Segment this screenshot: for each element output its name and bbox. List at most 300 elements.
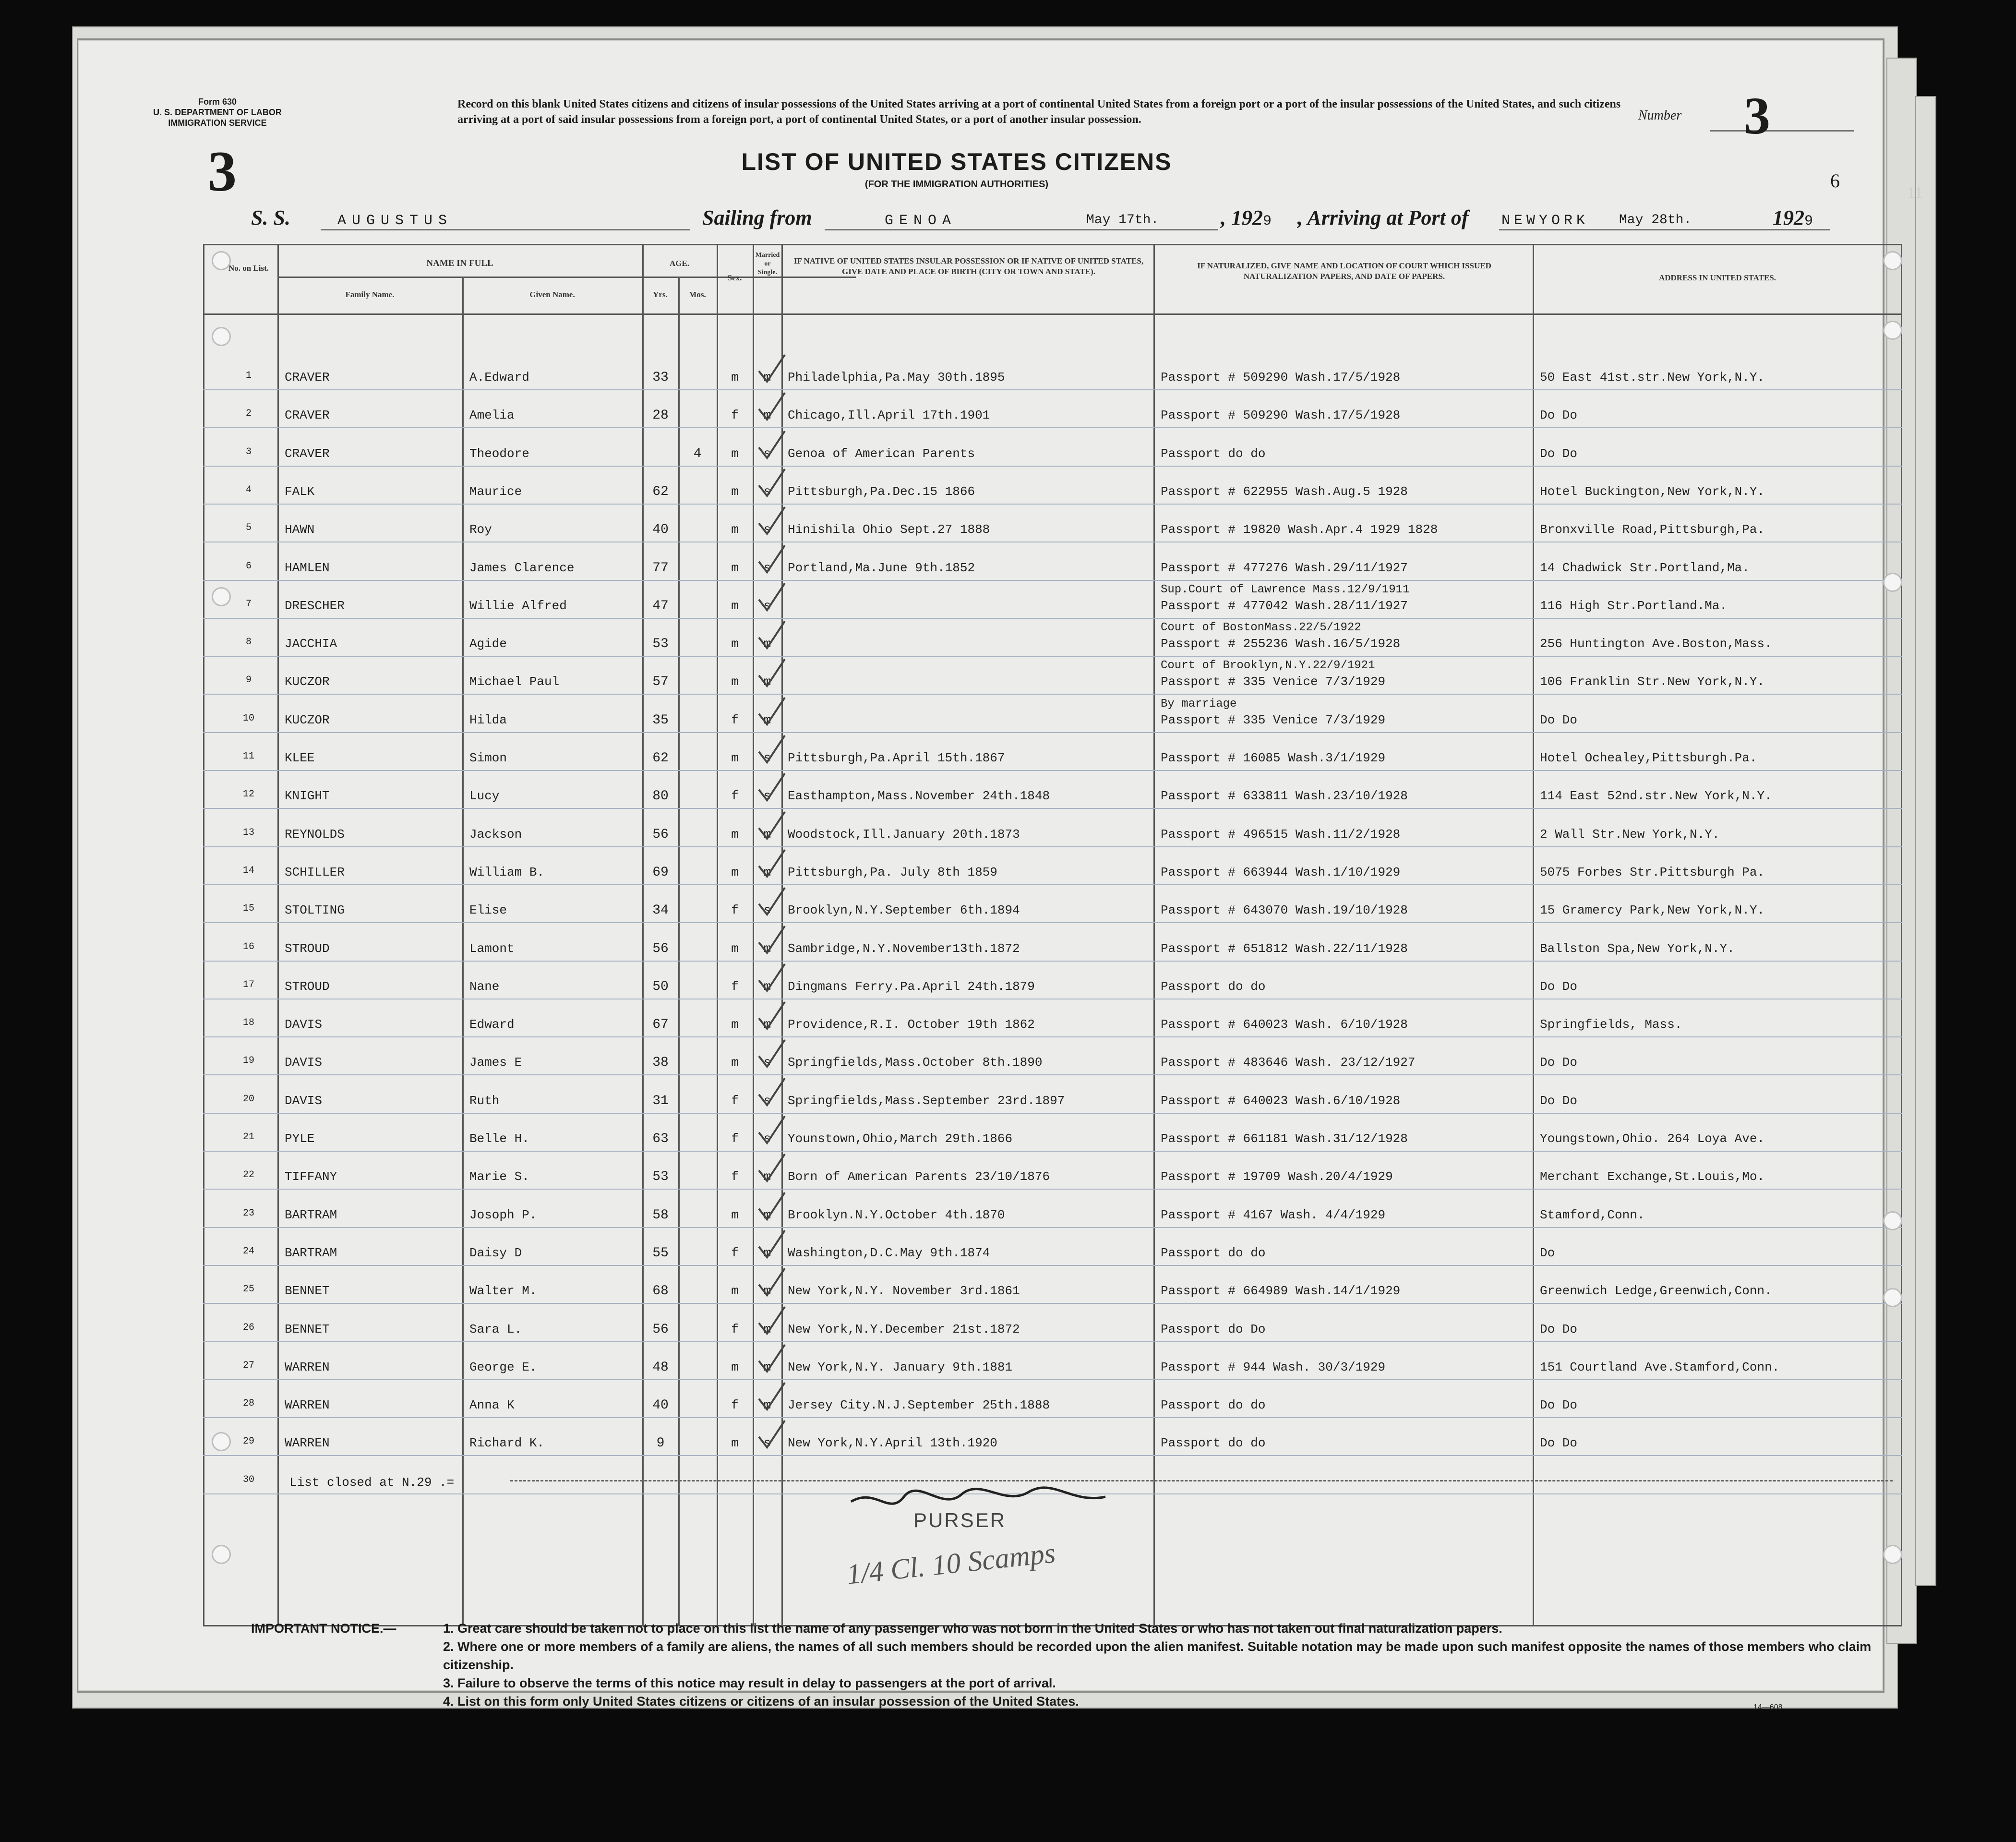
us-address: 114 East 52nd.str.New York,N.Y. — [1540, 789, 1772, 804]
naturalization-passport: Passport # 640023 Wash. 6/10/1928 — [1161, 1017, 1408, 1032]
marital-status: s — [763, 446, 771, 461]
naturalization-passport: Passport # 944 Wash. 30/3/1929 — [1161, 1360, 1386, 1374]
ring-mark — [212, 1545, 231, 1564]
us-address: Do Do — [1540, 1093, 1578, 1108]
family-name: KLEE — [285, 751, 315, 765]
birth-place-date: Genoa of American Parents — [788, 446, 975, 461]
notice-heading: IMPORTANT NOTICE.— — [251, 1621, 396, 1636]
service-name: IMMIGRATION SERVICE — [168, 118, 267, 128]
us-address: Greenwich Ledge,Greenwich,Conn. — [1540, 1284, 1772, 1299]
column-header-age: AGE. — [669, 259, 690, 268]
ss-label: S. S. — [251, 206, 290, 229]
age-years: 53 — [652, 1169, 669, 1185]
age-years: 68 — [652, 1284, 669, 1299]
sex: m — [731, 446, 739, 461]
row-number: 17 — [242, 979, 254, 990]
birth-place-date: Born of American Parents 23/10/1876 — [788, 1169, 1050, 1184]
us-address: Bronxville Road,Pittsburgh,Pa. — [1540, 522, 1765, 537]
birth-place-date: Easthampton,Mass.November 24th.1848 — [788, 789, 1050, 804]
us-address: 151 Courtland Ave.Stamford,Conn. — [1540, 1360, 1780, 1374]
sex: m — [731, 484, 739, 499]
naturalization-passport: Passport # 4167 Wash. 4/4/1929 — [1161, 1207, 1386, 1222]
marital-status: s — [763, 1436, 771, 1451]
row-number: 1 — [245, 370, 252, 381]
family-name: WARREN — [285, 1360, 330, 1374]
age-years: 33 — [652, 370, 669, 385]
us-address: Do Do — [1540, 1398, 1578, 1413]
row-divider — [203, 808, 1902, 809]
naturalization-passport: Passport # 661181 Wash.31/12/1928 — [1161, 1132, 1408, 1146]
marital-status: m — [763, 1169, 771, 1184]
naturalization-passport: Passport # 643070 Wash.19/10/1928 — [1161, 903, 1408, 918]
check-mark-icon — [755, 542, 789, 576]
check-mark-icon — [755, 618, 789, 652]
us-address: Stamford,Conn. — [1540, 1207, 1645, 1222]
row-divider — [203, 580, 1902, 581]
marital-status: s — [763, 1055, 771, 1070]
sex: m — [731, 751, 739, 765]
sex: m — [731, 1055, 739, 1070]
row-divider — [203, 1113, 1902, 1114]
marital-status: m — [763, 674, 771, 689]
family-name: SCHILLER — [285, 865, 345, 879]
form-number: Form 630 — [198, 97, 237, 107]
given-name: Lucy — [469, 789, 500, 804]
age-years: 28 — [652, 408, 669, 423]
given-name: Daisy D — [469, 1245, 522, 1260]
family-name: WARREN — [285, 1436, 330, 1451]
naturalization-passport: Passport do do — [1161, 979, 1266, 994]
age-years: 80 — [652, 789, 669, 804]
us-address: 5075 Forbes Str.Pittsburgh Pa. — [1540, 865, 1765, 879]
column-header-family: Family Name. — [345, 290, 395, 299]
column-header-address: ADDRESS IN UNITED STATES. — [1658, 273, 1776, 282]
column-header-birth: IF NATIVE OF UNITED STATES INSULAR POSSESSION OR IF NATIVE OF UNITED STATES, GIVE DATE AND PLACE OF BIRTH (CITY OR TOWN AND STATE). — [793, 256, 1144, 276]
row-number: 4 — [245, 484, 252, 495]
birth-place-date: Dingmans Ferry.Pa.April 24th.1879 — [788, 979, 1035, 994]
notice-item: 1. Great care should be taken not to place on this list the name of any passenger who was not born in the United States or who has not taken out final naturalization papers. — [443, 1621, 1502, 1636]
us-address: Do Do — [1540, 712, 1578, 727]
birth-place-date: Hinishila Ohio Sept.27 1888 — [788, 522, 990, 537]
page-mark-left: 3 — [208, 139, 237, 203]
given-name: Lamont — [469, 941, 515, 956]
given-name: Walter M. — [469, 1284, 537, 1299]
column-header-name: NAME IN FULL — [426, 258, 493, 268]
ring-mark — [1883, 251, 1902, 270]
row-divider — [203, 618, 1902, 619]
family-name: HAMLEN — [285, 560, 330, 575]
column-header-yrs: Yrs. — [653, 290, 668, 299]
birth-place-date: New York,N.Y. November 3rd.1861 — [788, 1284, 1020, 1299]
us-address: Do Do — [1540, 1055, 1578, 1070]
marital-status: m — [763, 1398, 771, 1413]
row-divider — [203, 656, 1902, 657]
given-name: James Clarence — [469, 560, 575, 575]
us-address: 2 Wall Str.New York,N.Y. — [1540, 827, 1720, 842]
row-number: 23 — [242, 1207, 254, 1219]
age-years: 35 — [652, 712, 669, 728]
sex: f — [731, 903, 739, 918]
naturalization-passport: Passport # 477276 Wash.29/11/1927 — [1161, 560, 1408, 575]
row-divider — [203, 1189, 1902, 1190]
us-address: Ballston Spa,New York,N.Y. — [1540, 941, 1735, 956]
row-divider — [203, 961, 1902, 962]
us-address: Hotel Ochealey,Pittsburgh.Pa. — [1540, 751, 1757, 765]
departure-year-digit: 9 — [1263, 213, 1272, 229]
naturalization-passport: Passport # 651812 Wash.22/11/1928 — [1161, 941, 1408, 956]
age-years: 56 — [652, 1322, 669, 1337]
birth-place-date: Philadelphia,Pa.May 30th.1895 — [788, 370, 1005, 385]
age-years: 67 — [652, 1017, 669, 1033]
check-mark-icon — [755, 771, 789, 804]
row-number: 7 — [245, 598, 252, 610]
row-divider — [203, 1227, 1902, 1228]
check-mark-icon — [755, 1190, 789, 1223]
naturalization-court: Court of Brooklyn,N.Y.22/9/1921 — [1161, 659, 1375, 673]
birth-place-date: Portland,Ma.June 9th.1852 — [788, 560, 975, 575]
family-name: KNIGHT — [285, 789, 330, 804]
document-subtitle: (FOR THE IMMIGRATION AUTHORITIES) — [864, 179, 1049, 190]
check-mark-icon — [755, 466, 789, 500]
row-divider — [203, 884, 1902, 885]
row-divider — [203, 1036, 1902, 1037]
family-name: JACCHIA — [285, 637, 337, 651]
notice-list — [443, 1619, 1873, 1710]
row-divider — [203, 1265, 1902, 1266]
given-name: Richard K. — [469, 1436, 545, 1451]
given-name: Edward — [469, 1017, 515, 1032]
row-number: 13 — [242, 827, 254, 838]
ring-mark — [1883, 321, 1902, 340]
age-years: 63 — [652, 1132, 669, 1146]
sex: m — [731, 598, 739, 613]
row-number: 18 — [242, 1017, 254, 1029]
sex: m — [731, 827, 739, 842]
column-header-given: Given Name. — [529, 290, 575, 299]
row-divider — [203, 427, 1902, 428]
row-divider — [203, 846, 1902, 847]
family-name: STOLTING — [285, 903, 345, 918]
row-number: 25 — [242, 1284, 254, 1295]
age-years: 34 — [652, 903, 669, 918]
row-divider — [203, 694, 1902, 695]
row-divider — [203, 922, 1902, 923]
marital-status: m — [763, 712, 771, 727]
naturalization-passport: Passport do do — [1161, 446, 1266, 461]
family-name: STROUD — [285, 941, 330, 956]
row-divider — [203, 1151, 1902, 1152]
naturalization-court: Court of BostonMass.22/5/1922 — [1161, 621, 1361, 635]
column-header-married: Married or Single. — [755, 252, 780, 276]
check-mark-icon — [755, 1265, 789, 1299]
row-number: 3 — [245, 446, 252, 457]
list-number: 3 — [1744, 86, 1770, 145]
age-years: 40 — [652, 1398, 669, 1413]
us-address: Do Do — [1540, 1322, 1578, 1336]
naturalization-passport: Passport # 19820 Wash.Apr.4 1929 1828 — [1161, 522, 1438, 537]
us-address: 15 Gramercy Park,New York,N.Y. — [1540, 903, 1765, 918]
notice-item: 2. Where one or more members of a family are aliens, the names of all such members should be recorded upon the alien manifest. Suitable notation may be made upon such manifest opposite the names of those members who claim citizenship. — [443, 1639, 1872, 1672]
age-years: 62 — [652, 484, 669, 499]
birth-place-date: New York,N.Y. January 9th.1881 — [788, 1360, 1013, 1374]
row-divider — [203, 1455, 1902, 1456]
us-address: Springfields, Mass. — [1540, 1017, 1682, 1032]
row-number: 2 — [245, 408, 252, 420]
marital-status: s — [763, 1132, 771, 1146]
check-mark-icon — [755, 580, 789, 614]
given-name: George E. — [469, 1360, 537, 1374]
document-title: LIST OF UNITED STATES CITIZENS — [741, 148, 1172, 175]
sex: m — [731, 941, 739, 956]
list-closed-note: List closed at N.29 .= — [289, 1475, 455, 1490]
sex: f — [731, 1398, 739, 1413]
sex: f — [731, 1245, 739, 1260]
sailing-from-label: Sailing from — [702, 206, 812, 229]
given-name: Roy — [469, 522, 492, 537]
birth-place-date: Jersey City.N.J.September 25th.1888 — [788, 1398, 1050, 1413]
row-divider — [203, 389, 1902, 390]
naturalization-passport: Passport # 640023 Wash.6/10/1928 — [1161, 1093, 1401, 1108]
birth-place-date: New York,N.Y.December 21st.1872 — [788, 1322, 1020, 1336]
naturalization-passport: Passport # 16085 Wash.3/1/1929 — [1161, 751, 1386, 765]
family-name: PYLE — [285, 1132, 315, 1146]
naturalization-passport: Passport do do — [1161, 1436, 1266, 1451]
row-number: 14 — [242, 865, 254, 876]
row-number: 5 — [245, 522, 252, 534]
sex: f — [731, 979, 739, 994]
marital-status: m — [763, 408, 771, 423]
naturalization-passport: Passport # 335 Venice 7/3/1929 — [1161, 712, 1386, 727]
family-name: BARTRAM — [285, 1245, 337, 1260]
naturalization-passport: Passport # 19709 Wash.20/4/1929 — [1161, 1169, 1393, 1184]
given-name: Agide — [469, 637, 507, 651]
check-mark-icon — [755, 1418, 789, 1451]
check-mark-icon — [755, 733, 789, 766]
arrival-port: NEWYORK — [1501, 213, 1589, 229]
marital-status: s — [763, 484, 771, 499]
marital-status: m — [763, 979, 771, 994]
column-header-sex: Sex. — [727, 273, 742, 282]
birth-place-date: New York,N.Y.April 13th.1920 — [788, 1436, 997, 1451]
naturalization-passport: Passport do Do — [1161, 1322, 1266, 1336]
age-years: 55 — [652, 1245, 669, 1261]
check-mark-icon — [755, 847, 789, 880]
check-mark-icon — [755, 352, 789, 385]
departure-year-prefix: , 192 — [1221, 206, 1263, 229]
age-years: 50 — [652, 979, 669, 994]
row-number: 21 — [242, 1132, 254, 1143]
age-years: 40 — [652, 522, 669, 538]
marital-status: m — [763, 1017, 771, 1032]
family-name: REYNOLDS — [285, 827, 345, 842]
ring-mark — [212, 587, 231, 606]
check-mark-icon — [755, 1342, 789, 1375]
sex: m — [731, 1284, 739, 1299]
row-number: 27 — [242, 1360, 254, 1371]
check-mark-icon — [755, 885, 789, 918]
family-name: KUCZOR — [285, 712, 330, 727]
marital-status: m — [763, 370, 771, 385]
age-years: 58 — [652, 1207, 669, 1223]
naturalization-passport: Passport do do — [1161, 1398, 1266, 1413]
marital-status: m — [763, 827, 771, 842]
row-number: 16 — [242, 941, 254, 952]
birth-place-date: Younstown,Ohio,March 29th.1866 — [788, 1132, 1013, 1146]
birth-place-date: Providence,R.I. October 19th 1862 — [788, 1017, 1035, 1032]
birth-place-date: Springfields,Mass.October 8th.1890 — [788, 1055, 1043, 1070]
given-name: Amelia — [469, 408, 515, 423]
sex: m — [731, 1017, 739, 1032]
notice-item: 3. Failure to observe the terms of this notice may result in delay to passengers at the port of arrival. — [443, 1676, 1056, 1690]
departure-port: GENOA — [885, 213, 957, 229]
check-mark-icon — [755, 1304, 789, 1337]
naturalization-passport: Passport # 335 Venice 7/3/1929 — [1161, 674, 1386, 689]
family-name: STROUD — [285, 979, 330, 994]
corner-number-6: 6 — [1830, 170, 1840, 192]
check-mark-icon — [755, 1113, 789, 1147]
given-name: Simon — [469, 751, 507, 765]
ring-mark — [212, 1432, 231, 1451]
birth-place-date: Pittsburgh,Pa.Dec.15 1866 — [788, 484, 975, 499]
ring-mark — [1883, 573, 1902, 592]
column-header-mos: Mos. — [689, 290, 706, 299]
marital-status: s — [763, 560, 771, 575]
naturalization-passport: Passport # 622955 Wash.Aug.5 1928 — [1161, 484, 1408, 499]
ship-name: AUGUSTUS — [337, 213, 453, 229]
purser-label: PURSER — [913, 1509, 1007, 1531]
number-label: Number — [1638, 108, 1682, 123]
sex: m — [731, 1436, 739, 1451]
row-divider — [203, 732, 1902, 733]
form-code: 14—608 — [1753, 1703, 1783, 1711]
marital-status: s — [763, 1093, 771, 1108]
manifest-sheet — [77, 38, 1923, 1711]
marital-status: m — [763, 865, 771, 879]
naturalization-passport: Passport # 255236 Wash.16/5/1928 — [1161, 637, 1401, 651]
naturalization-passport: Passport # 477042 Wash.28/11/1927 — [1161, 598, 1408, 613]
us-address: Do Do — [1540, 446, 1578, 461]
arrival-year-prefix: 192 — [1773, 206, 1804, 229]
row-number: 11 — [242, 751, 254, 762]
marital-status: s — [763, 522, 771, 537]
check-mark-icon — [755, 923, 789, 957]
us-address: Do Do — [1540, 979, 1578, 994]
row-number: 10 — [242, 712, 254, 724]
check-mark-icon — [755, 390, 789, 423]
row-number: 19 — [242, 1055, 254, 1067]
row-number: 12 — [242, 789, 254, 800]
arrival-date: May 28th. — [1619, 213, 1692, 228]
department-name: U. S. DEPARTMENT OF LABOR — [153, 108, 282, 117]
row-number: 20 — [242, 1093, 254, 1105]
family-name: FALK — [285, 484, 315, 499]
naturalization-passport: Passport # 509290 Wash.17/5/1928 — [1161, 408, 1401, 423]
age-months: 4 — [693, 446, 702, 461]
given-name: Nane — [469, 979, 500, 994]
given-name: Marie S. — [469, 1169, 529, 1184]
birth-place-date: Brooklyn,N.Y.September 6th.1894 — [788, 903, 1020, 918]
birth-place-date: Washington,D.C.May 9th.1874 — [788, 1245, 990, 1260]
birth-place-date: Pittsburgh,Pa. July 8th 1859 — [788, 865, 997, 879]
naturalization-court: Sup.Court of Lawrence Mass.12/9/1911 — [1161, 583, 1410, 596]
number-underline — [1710, 130, 1854, 132]
marital-status: m — [763, 941, 771, 956]
age-years: 62 — [652, 751, 669, 766]
row-number: 30 — [242, 1474, 254, 1485]
given-name: Josoph P. — [469, 1207, 537, 1222]
row-divider — [203, 504, 1902, 505]
sex: f — [731, 789, 739, 804]
paper-stack-edge-2 — [1915, 96, 1936, 1586]
naturalization-passport: Passport # 496515 Wash.11/2/1928 — [1161, 827, 1401, 842]
given-name: A.Edward — [469, 370, 529, 385]
family-name: BARTRAM — [285, 1207, 337, 1222]
us-address: Do — [1540, 1245, 1555, 1260]
check-mark-icon — [755, 1228, 789, 1261]
row-number: 26 — [242, 1322, 254, 1333]
family-name: DAVIS — [285, 1093, 323, 1108]
marital-status: s — [763, 789, 771, 804]
age-years: 56 — [652, 827, 669, 842]
column-header-naturalized: IF NATURALIZED, GIVE NAME AND LOCATION OF COURT WHICH ISSUED NATURALIZATION PAPERS, AND DATE OF PAPERS. — [1197, 261, 1491, 281]
given-name: James E — [469, 1055, 522, 1070]
given-name: Hilda — [469, 712, 507, 727]
naturalization-passport: Passport # 509290 Wash.17/5/1928 — [1161, 370, 1401, 385]
naturalization-passport: Passport # 633811 Wash.23/10/1928 — [1161, 789, 1408, 804]
row-divider — [203, 466, 1902, 467]
sex: m — [731, 1207, 739, 1222]
ring-mark — [212, 327, 231, 346]
age-years: 69 — [652, 865, 669, 880]
arrival-year-digit: 9 — [1804, 213, 1813, 229]
family-name: HAWN — [285, 522, 315, 537]
departure-date: May 17th. — [1086, 213, 1159, 228]
family-name: DAVIS — [285, 1055, 323, 1070]
row-number: 28 — [242, 1398, 254, 1409]
sex: f — [731, 712, 739, 727]
us-address: Do Do — [1540, 408, 1578, 423]
closing-dash-line — [510, 1480, 1893, 1481]
ring-mark — [1883, 1288, 1902, 1307]
marital-status: m — [763, 1322, 771, 1336]
given-name: Theodore — [469, 446, 529, 461]
age-years: 77 — [652, 560, 669, 576]
ring-mark — [212, 251, 231, 270]
sex: f — [731, 1322, 739, 1336]
check-mark-icon — [755, 961, 789, 995]
check-mark-icon — [755, 1075, 789, 1109]
form-intro-text: Record on this blank United States citizens and citizens of insular possessions of the United States arriving at a port of continental United States from a foreign port or a port of the insular possessions of the United States, and such citizens arriving at a port of said insular possessions from a foreign port, a port of continental United States, or a port of another insular possession. — [457, 98, 1621, 126]
sex: m — [731, 637, 739, 651]
corner-number-11: 11 — [1907, 184, 1923, 202]
age-years: 31 — [652, 1093, 669, 1108]
notice-item: 4. List on this form only United States citizens or citizens of an insular possession of the United States. — [443, 1694, 1079, 1709]
row-divider — [203, 1379, 1902, 1380]
naturalization-passport: Passport # 483646 Wash. 23/12/1927 — [1161, 1055, 1416, 1070]
check-mark-icon — [755, 504, 789, 538]
family-name: CRAVER — [285, 370, 330, 385]
us-address: 256 Huntington Ave.Boston,Mass. — [1540, 637, 1772, 651]
birth-place-date: Pittsburgh,Pa.April 15th.1867 — [788, 751, 1005, 765]
family-name: DRESCHER — [285, 598, 345, 613]
family-name: BENNET — [285, 1322, 330, 1336]
naturalization-passport: Passport # 664989 Wash.14/1/1929 — [1161, 1284, 1401, 1299]
naturalization-passport: Passport do do — [1161, 1245, 1266, 1260]
family-name: CRAVER — [285, 408, 330, 423]
naturalization-passport: Passport # 663944 Wash.1/10/1929 — [1161, 865, 1401, 879]
row-divider — [203, 1303, 1902, 1304]
row-divider — [203, 1417, 1902, 1418]
